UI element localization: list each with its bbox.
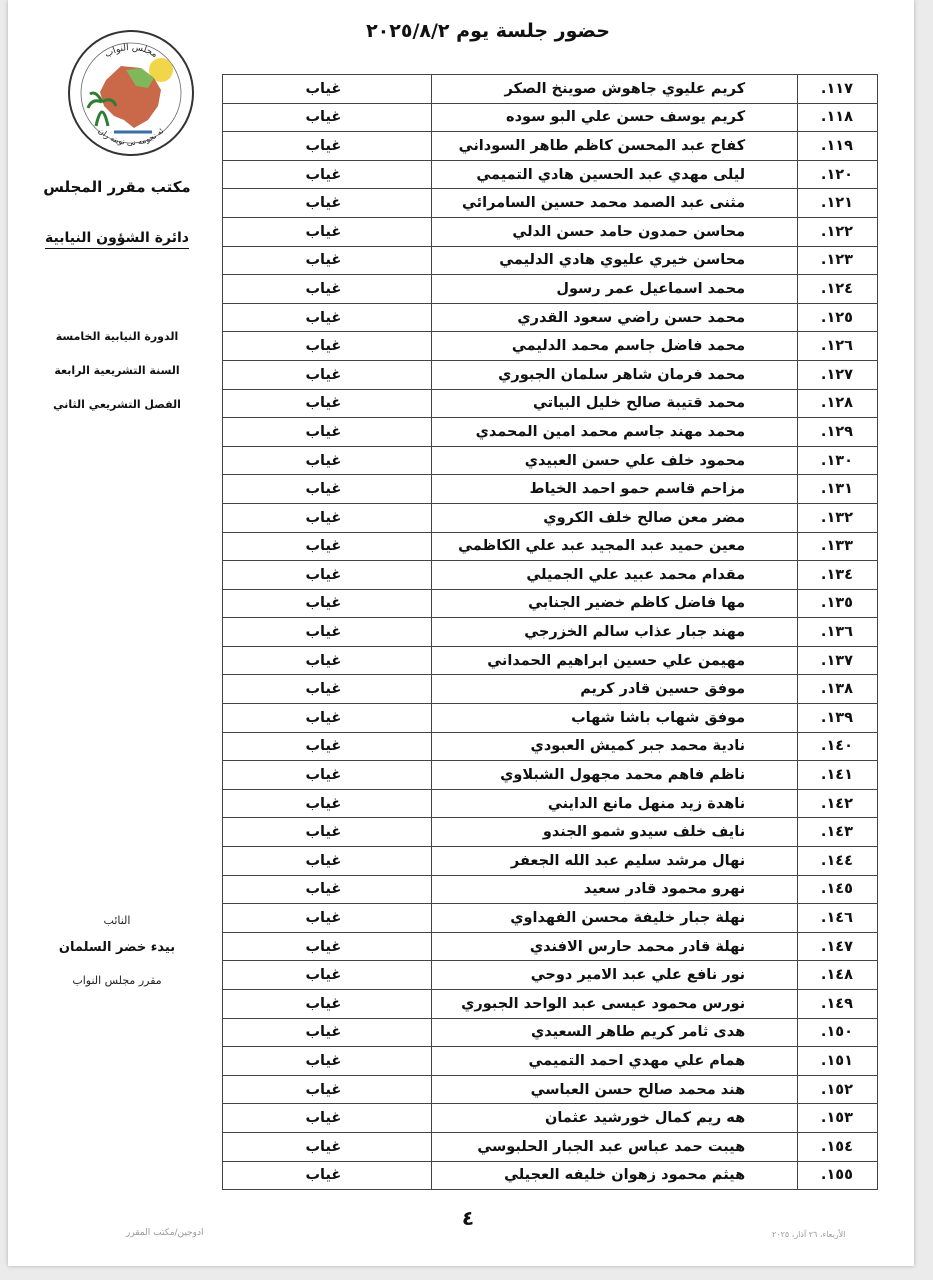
number-cell: ١٣١. xyxy=(798,475,878,504)
number-cell: ١٤٥. xyxy=(798,875,878,904)
number-cell: ١٥٣. xyxy=(798,1104,878,1133)
table-row xyxy=(223,675,878,704)
number-cell: ١٣٥. xyxy=(798,589,878,618)
table-row xyxy=(223,1018,878,1047)
status-cell: غياب xyxy=(223,418,432,447)
status-cell: غياب xyxy=(223,475,432,504)
number-cell: ١٣٨. xyxy=(798,675,878,704)
status-cell: غياب xyxy=(223,160,432,189)
name-cell: محاسن حمدون حامد حسن الدلي xyxy=(432,217,798,246)
status-cell: غياب xyxy=(223,1047,432,1076)
attendance-table-body xyxy=(223,75,878,1190)
status-cell: غياب xyxy=(223,503,432,532)
number-cell: ١٢١. xyxy=(798,189,878,218)
status-cell: غياب xyxy=(223,875,432,904)
table-row xyxy=(223,904,878,933)
name-cell: مضر معن صالح خلف الكروي xyxy=(432,503,798,532)
name-cell: كريم عليوي جاهوش صوينخ الصكر xyxy=(432,75,798,104)
name-cell: ناهدة زيد منهل مانع الدايني xyxy=(432,789,798,818)
parliament-logo xyxy=(66,28,196,158)
name-cell: نهلة قادر محمد حارس الافندي xyxy=(432,932,798,961)
status-cell: غياب xyxy=(223,847,432,876)
status-cell: غياب xyxy=(223,818,432,847)
table-row xyxy=(223,189,878,218)
legislative-year: السنة التشريعية الرابعة xyxy=(54,364,180,377)
status-cell: غياب xyxy=(223,132,432,161)
status-cell: غياب xyxy=(223,75,432,104)
number-cell: ١٤٤. xyxy=(798,847,878,876)
table-row xyxy=(223,875,878,904)
table-row xyxy=(223,160,878,189)
status-cell: غياب xyxy=(223,532,432,561)
name-cell: نهال مرشد سليم عبد الله الجعفر xyxy=(432,847,798,876)
number-cell: ١٢٦. xyxy=(798,332,878,361)
status-cell: غياب xyxy=(223,189,432,218)
number-cell: ١٥٤. xyxy=(798,1132,878,1161)
status-cell: غياب xyxy=(223,103,432,132)
name-cell: محمد حسن راضي سعود القدري xyxy=(432,303,798,332)
deputy-label: النائب xyxy=(103,914,131,927)
table-row xyxy=(223,761,878,790)
name-cell: هيثم محمود زهوان خليفه العجيلي xyxy=(432,1161,798,1190)
table-row xyxy=(223,246,878,275)
status-cell: غياب xyxy=(223,704,432,733)
status-cell: غياب xyxy=(223,932,432,961)
status-cell: غياب xyxy=(223,761,432,790)
status-cell: غياب xyxy=(223,360,432,389)
name-cell: محاسن خيري عليوي هادي الدليمي xyxy=(432,246,798,275)
name-cell: نهرو محمود قادر سعيد xyxy=(432,875,798,904)
name-cell: نور نافع علي عبد الامير دوحي xyxy=(432,961,798,990)
name-cell: ليلى مهدي عبد الحسين هادي التميمي xyxy=(432,160,798,189)
table-row xyxy=(223,990,878,1019)
department-label: دائرة الشؤون النيابية xyxy=(45,230,189,249)
number-cell: ١٥٢. xyxy=(798,1075,878,1104)
name-cell: كفاح عبد المحسن كاظم طاهر السوداني xyxy=(432,132,798,161)
name-cell: محمد فرمان شاهر سلمان الجبوري xyxy=(432,360,798,389)
status-cell: غياب xyxy=(223,332,432,361)
name-cell: محمد اسماعيل عمر رسول xyxy=(432,275,798,304)
name-cell: محمد مهند جاسم محمد امين المحمدي xyxy=(432,418,798,447)
number-cell: ١٢٥. xyxy=(798,303,878,332)
table-row xyxy=(223,418,878,447)
number-cell: ١٢٨. xyxy=(798,389,878,418)
number-cell: ١٤٢. xyxy=(798,789,878,818)
table-row xyxy=(223,789,878,818)
status-cell: غياب xyxy=(223,1132,432,1161)
footer-date: الأربعاء، ٢٦ آذار، ٢٠٢٥ xyxy=(772,1230,846,1239)
table-row xyxy=(223,360,878,389)
name-cell: مهند جبار عذاب سالم الخزرجي xyxy=(432,618,798,647)
parliament-emblem-icon xyxy=(66,28,196,158)
table-row xyxy=(223,389,878,418)
document-title: حضور جلسة يوم ٢٠٢٥/٨/٢ xyxy=(366,20,610,42)
name-cell: محمد قتيبة صالح خليل البياتي xyxy=(432,389,798,418)
name-cell: معين حميد عبد المجيد عبد علي الكاظمي xyxy=(432,532,798,561)
number-cell: ١٢٢. xyxy=(798,217,878,246)
number-cell: ١٣٣. xyxy=(798,532,878,561)
table-row xyxy=(223,503,878,532)
name-cell: موفق حسين قادر كريم xyxy=(432,675,798,704)
number-cell: ١٢٣. xyxy=(798,246,878,275)
department-heading xyxy=(28,230,206,246)
office-heading: مكتب مقرر المجلس xyxy=(43,178,191,196)
table-row xyxy=(223,847,878,876)
number-cell: ١٣٧. xyxy=(798,646,878,675)
status-cell: غياب xyxy=(223,561,432,590)
table-row xyxy=(223,646,878,675)
parliamentary-term: الدورة النيابية الخامسة xyxy=(55,330,179,343)
table-row xyxy=(223,961,878,990)
status-cell: غياب xyxy=(223,1018,432,1047)
number-cell: ١٣٩. xyxy=(798,704,878,733)
table-row xyxy=(223,589,878,618)
status-cell: غياب xyxy=(223,389,432,418)
number-cell: ١٢٩. xyxy=(798,418,878,447)
table-row xyxy=(223,818,878,847)
table-row xyxy=(223,932,878,961)
number-cell: ١٣٢. xyxy=(798,503,878,532)
table-row xyxy=(223,275,878,304)
name-cell: مها فاضل كاظم خضير الجنابي xyxy=(432,589,798,618)
number-cell: ١٤١. xyxy=(798,761,878,790)
table-row xyxy=(223,217,878,246)
status-cell: غياب xyxy=(223,303,432,332)
table-row xyxy=(223,1047,878,1076)
name-cell: هيبت حمد عباس عبد الجبار الحلبوسي xyxy=(432,1132,798,1161)
number-cell: ١١٩. xyxy=(798,132,878,161)
name-cell: هدى ثامر كريم طاهر السعيدي xyxy=(432,1018,798,1047)
table-row xyxy=(223,475,878,504)
number-cell: ١٤٨. xyxy=(798,961,878,990)
number-cell: ١٥٥. xyxy=(798,1161,878,1190)
page-number: ٤ xyxy=(461,1206,475,1230)
footer-office-note: ادوجين/مكتب المقرر xyxy=(126,1228,204,1238)
status-cell: غياب xyxy=(223,646,432,675)
status-cell: غياب xyxy=(223,1104,432,1133)
number-cell: ١٢٠. xyxy=(798,160,878,189)
status-cell: غياب xyxy=(223,618,432,647)
name-cell: هه ريم كمال خورشيد عثمان xyxy=(432,1104,798,1133)
status-cell: غياب xyxy=(223,275,432,304)
document-page xyxy=(8,0,914,1266)
svg-text:ئه نجومه نى نوينه ران: ئه نجومه نى نوينه ران xyxy=(96,126,166,148)
status-cell: غياب xyxy=(223,1161,432,1190)
number-cell: ١٣٦. xyxy=(798,618,878,647)
status-cell: غياب xyxy=(223,446,432,475)
attendance-table xyxy=(222,74,878,1190)
number-cell: ١٤٦. xyxy=(798,904,878,933)
name-cell: مقدام محمد عبيد علي الجميلي xyxy=(432,561,798,590)
table-row xyxy=(223,618,878,647)
name-cell: كريم يوسف حسن علي البو سوده xyxy=(432,103,798,132)
status-cell: غياب xyxy=(223,1075,432,1104)
number-cell: ١٣٤. xyxy=(798,561,878,590)
name-cell: نهلة جبار خليفة محسن الفهداوي xyxy=(432,904,798,933)
number-cell: ١٤٠. xyxy=(798,732,878,761)
number-cell: ١١٨. xyxy=(798,103,878,132)
signatory-name: بيدء خضر السلمان xyxy=(58,940,176,955)
name-cell: ناظم فاهم محمد مجهول الشبلاوي xyxy=(432,761,798,790)
status-cell: غياب xyxy=(223,675,432,704)
table-row xyxy=(223,732,878,761)
table-row xyxy=(223,332,878,361)
status-cell: غياب xyxy=(223,961,432,990)
status-cell: غياب xyxy=(223,904,432,933)
number-cell: ١٣٠. xyxy=(798,446,878,475)
name-cell: نايف خلف سيدو شمو الجندو xyxy=(432,818,798,847)
status-cell: غياب xyxy=(223,990,432,1019)
table-row xyxy=(223,1132,878,1161)
number-cell: ١٤٩. xyxy=(798,990,878,1019)
name-cell: همام علي مهدي احمد التميمي xyxy=(432,1047,798,1076)
number-cell: ١١٧. xyxy=(798,75,878,104)
name-cell: نورس محمود عيسى عبد الواحد الجبوري xyxy=(432,990,798,1019)
number-cell: ١٤٣. xyxy=(798,818,878,847)
table-row xyxy=(223,1104,878,1133)
table-row xyxy=(223,132,878,161)
table-row xyxy=(223,446,878,475)
table-row xyxy=(223,75,878,104)
signatory-role: مقرر مجلس النواب xyxy=(72,974,162,987)
name-cell: هند محمد صالح حسن العباسي xyxy=(432,1075,798,1104)
table-row xyxy=(223,1075,878,1104)
legislative-session: الفصل التشريعي الثاني xyxy=(53,398,181,411)
number-cell: ١٢٤. xyxy=(798,275,878,304)
table-row xyxy=(223,561,878,590)
svg-text:مجلس النواب: مجلس النواب xyxy=(103,42,159,61)
name-cell: مهيمن علي حسين ابراهيم الحمداني xyxy=(432,646,798,675)
name-cell: محمود خلف علي حسن العبيدي xyxy=(432,446,798,475)
table-row xyxy=(223,103,878,132)
name-cell: نادية محمد جبر كميش العبودي xyxy=(432,732,798,761)
table-row xyxy=(223,704,878,733)
number-cell: ١٥٠. xyxy=(798,1018,878,1047)
name-cell: موفق شهاب باشا شهاب xyxy=(432,704,798,733)
table-row xyxy=(223,532,878,561)
status-cell: غياب xyxy=(223,217,432,246)
status-cell: غياب xyxy=(223,246,432,275)
name-cell: محمد فاضل جاسم محمد الدليمي xyxy=(432,332,798,361)
table-row xyxy=(223,303,878,332)
number-cell: ١٥١. xyxy=(798,1047,878,1076)
number-cell: ١٢٧. xyxy=(798,360,878,389)
name-cell: مزاحم قاسم حمو احمد الخياط xyxy=(432,475,798,504)
table-row xyxy=(223,1161,878,1190)
name-cell: مثنى عبد الصمد محمد حسين السامرائي xyxy=(432,189,798,218)
number-cell: ١٤٧. xyxy=(798,932,878,961)
status-cell: غياب xyxy=(223,732,432,761)
status-cell: غياب xyxy=(223,789,432,818)
status-cell: غياب xyxy=(223,589,432,618)
